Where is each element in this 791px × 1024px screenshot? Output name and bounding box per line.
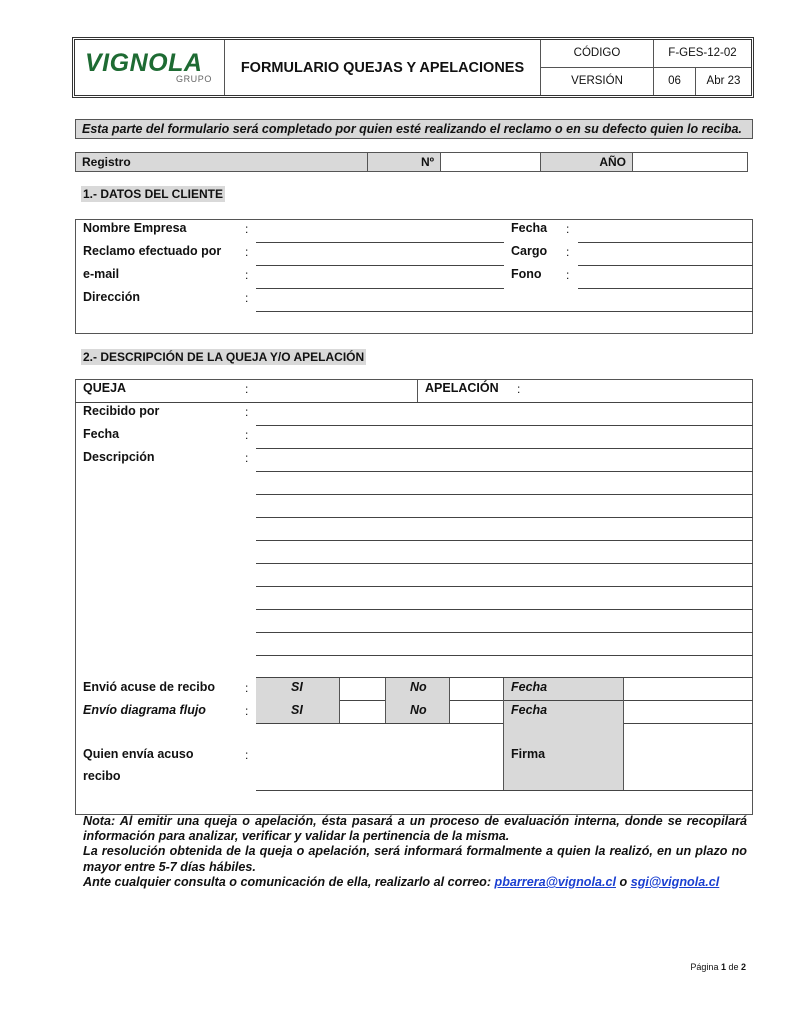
numero-label: Nº [368, 153, 441, 171]
diagrama-no-label: No [410, 703, 427, 717]
version-date: Abr 23 [706, 75, 741, 88]
anio-field-cell[interactable] [633, 153, 747, 171]
apelacion-label: APELACIÓN [425, 381, 499, 395]
underline [256, 242, 504, 243]
quien-envia-input[interactable] [258, 745, 500, 765]
direccion-input[interactable] [258, 291, 750, 309]
numero-field-cell[interactable] [441, 153, 541, 171]
underline [256, 425, 753, 426]
colon: : [245, 222, 249, 236]
diagrama-fecha-input[interactable] [626, 703, 750, 721]
cargo-input[interactable] [580, 245, 750, 263]
underline [256, 311, 753, 312]
column-divider [449, 678, 450, 723]
email-input[interactable] [258, 268, 502, 286]
logo-wordmark: VIGNOLA [85, 49, 203, 77]
codigo-label: CÓDIGO [541, 40, 654, 67]
recibido-por-input[interactable] [258, 405, 750, 423]
underline [256, 632, 753, 633]
underline [578, 242, 753, 243]
diagrama-label: Envío diagrama flujo [83, 703, 206, 717]
email-label: e-mail [83, 267, 120, 281]
registro-label: Registro [76, 153, 368, 171]
queja-input[interactable] [258, 382, 413, 400]
instruction-notice: Esta parte del formulario será completado por quien esté realizando el reclamo o en su defecto quien lo reciba. [75, 119, 753, 139]
anio-label: AÑO [541, 153, 633, 171]
column-divider [385, 678, 386, 723]
reclamo-por-label: Reclamo efectuado por [83, 244, 222, 258]
column-divider [503, 678, 504, 790]
page-prefix: Página [690, 962, 721, 972]
reclamo-por-input[interactable] [258, 245, 502, 263]
colon: : [245, 245, 249, 259]
column-divider [339, 678, 340, 723]
note-connector: o [615, 874, 631, 889]
colon: : [245, 451, 249, 465]
underline [256, 265, 504, 266]
form-title: FORMULARIO QUEJAS Y APELACIONES [225, 40, 541, 95]
acuse-fecha-label: Fecha [511, 680, 548, 694]
email-link-sgi[interactable]: sgi@vignola.cl [630, 874, 720, 889]
colon: : [517, 382, 521, 396]
direccion-label: Dirección [83, 290, 140, 304]
grid-line [503, 700, 623, 701]
recibido-por-label: Recibido por [83, 404, 160, 418]
acuse-si-label: SI [291, 680, 303, 694]
underline [256, 494, 753, 495]
fecha-firma-fill [503, 678, 623, 790]
fono-label: Fono [511, 267, 542, 281]
underline [256, 448, 753, 449]
nombre-empresa-input[interactable] [258, 222, 502, 240]
fono-input[interactable] [580, 268, 750, 286]
document-header [72, 37, 754, 98]
page-total: 2 [740, 962, 746, 972]
colon: : [245, 405, 249, 419]
diagrama-si-label: SI [291, 703, 303, 717]
quien-envia-label-line2: recibo [83, 769, 121, 783]
descripcion-label: Descripción [83, 450, 155, 464]
acuse-fecha-input[interactable] [626, 680, 750, 698]
note-contact-text: Ante cualquier consulta o comunicación de ella, realizarlo al correo: [83, 874, 495, 889]
section-2-title: 2.- DESCRIPCIÓN DE LA QUEJA Y/O APELACIÓN [83, 350, 365, 364]
underline [256, 517, 753, 518]
underline [256, 655, 753, 656]
document-metadata [541, 40, 751, 95]
fecha-recepcion-label: Fecha [83, 427, 120, 441]
firma-label: Firma [511, 747, 546, 761]
fecha-label: Fecha [511, 221, 548, 235]
grid-line [256, 790, 753, 791]
logo [75, 40, 225, 95]
quien-envia-label-line1: Quien envía acuso [83, 747, 194, 761]
colon: : [566, 245, 570, 259]
row-divider [75, 402, 753, 403]
colon: : [245, 428, 249, 442]
note-resolution: La resolución obtenida de la queja o apelación, será informará formalmente a quien la realizó, en un plazo no mayor entre 5-7 días hábiles. [83, 844, 747, 874]
underline [578, 265, 753, 266]
fecha-recepcion-input[interactable] [258, 428, 750, 446]
notes-block [83, 814, 747, 890]
section-1-title: 1.- DATOS DEL CLIENTE [83, 187, 224, 201]
page-mid: de [725, 962, 741, 972]
page-current: 1 [720, 962, 726, 972]
queja-label: QUEJA [83, 381, 127, 395]
column-divider [417, 379, 418, 402]
codigo-value: F-GES-12-02 [668, 47, 737, 60]
underline [256, 471, 753, 472]
email-link-pbarrera[interactable]: pbarrera@vignola.cl [494, 874, 616, 889]
firma-signature-area[interactable] [624, 724, 752, 790]
colon: : [245, 704, 249, 718]
apelacion-input[interactable] [530, 382, 750, 400]
underline [256, 609, 753, 610]
acuse-label: Envió acuse de recibo [83, 680, 215, 694]
colon: : [566, 268, 570, 282]
diagrama-fecha-label: Fecha [511, 703, 548, 717]
registro-row [75, 152, 748, 172]
underline [256, 540, 753, 541]
underline [256, 563, 753, 564]
acuse-no-label: No [410, 680, 427, 694]
nombre-empresa-label: Nombre Empresa [83, 221, 187, 235]
underline [578, 288, 753, 289]
colon: : [245, 268, 249, 282]
underline [256, 288, 504, 289]
anio-input[interactable] [633, 153, 747, 171]
version-value: 06 [654, 68, 696, 96]
colon: : [245, 291, 249, 305]
logo-subtitle: GRUPO [175, 74, 212, 84]
note-contact [83, 875, 747, 890]
colon: : [245, 748, 249, 762]
fecha-input[interactable] [580, 222, 750, 240]
colon: : [566, 222, 570, 236]
cargo-label: Cargo [511, 244, 548, 258]
page-number [690, 962, 746, 972]
colon: : [245, 382, 249, 396]
underline [256, 586, 753, 587]
numero-input[interactable] [441, 153, 540, 171]
note-evaluation: Nota: Al emitir una queja o apelación, ésta pasará a un proceso de evaluación interna, donde se recopilará información para analizar, verificar y validar la pertinencia de la misma. [83, 814, 747, 844]
version-label: VERSIÓN [541, 68, 654, 96]
colon: : [245, 681, 249, 695]
